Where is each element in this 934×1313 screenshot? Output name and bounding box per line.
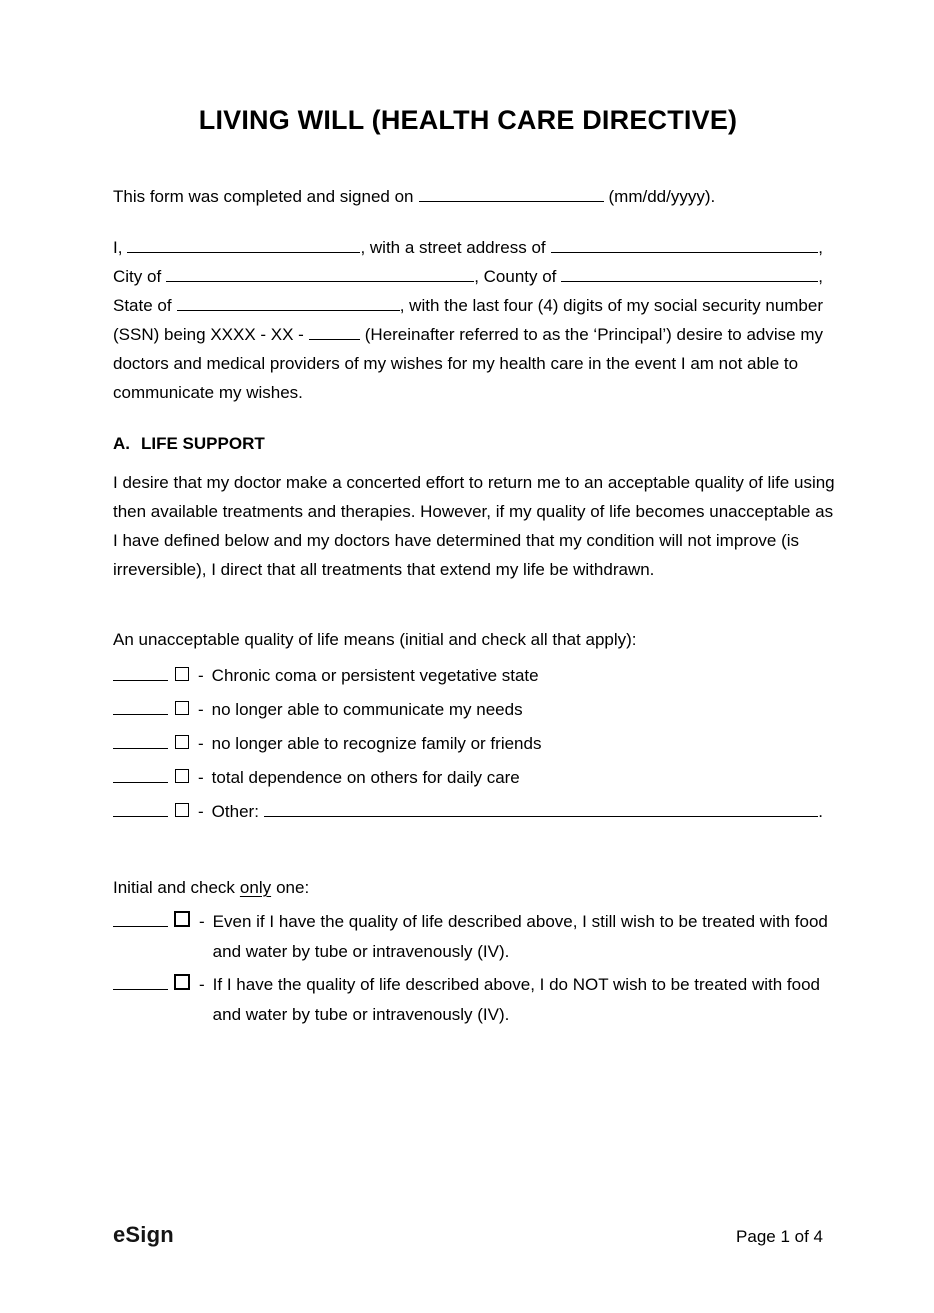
state-blank[interactable] xyxy=(177,293,400,311)
checkbox[interactable] xyxy=(175,667,189,681)
checkbox[interactable] xyxy=(174,911,190,927)
section-a-letter: A. xyxy=(113,434,130,453)
quality-option-label: total dependence on others for daily care xyxy=(211,768,520,787)
state-label: State of xyxy=(113,296,172,315)
initials-blank[interactable] xyxy=(113,765,168,783)
principal-line-1 xyxy=(113,233,823,262)
life-support-paragraph xyxy=(113,468,835,584)
ssn-intro-text: , with the last four (4) digits of my social security number xyxy=(399,296,823,315)
single-intro-suffix: one: xyxy=(276,878,310,897)
checkbox[interactable] xyxy=(174,974,190,990)
initials-blank[interactable] xyxy=(113,697,168,715)
principal-i-label: I, xyxy=(113,238,123,257)
dash-separator: - xyxy=(199,912,205,931)
quality-list-intro: An unacceptable quality of life means (initial and check all that apply): xyxy=(113,630,637,649)
date-blank[interactable] xyxy=(419,184,604,202)
feeding-option-line-2: and water by tube or intravenously (IV). xyxy=(212,1005,510,1024)
principal-line-1-comma: , xyxy=(818,238,823,257)
city-label: City of xyxy=(113,267,162,286)
page-footer xyxy=(113,1222,823,1248)
single-intro-only: only xyxy=(239,878,272,897)
city-blank[interactable] xyxy=(166,264,474,282)
principal-paragraph xyxy=(113,233,823,407)
feeding-option-line-1: Even if I have the quality of life described above, I still wish to be treated with food xyxy=(212,912,828,931)
checkbox[interactable] xyxy=(175,769,189,783)
initials-blank[interactable] xyxy=(113,972,168,990)
quality-option-row xyxy=(113,695,823,729)
quality-option-label: Chronic coma or persistent vegetative state xyxy=(211,666,539,685)
other-line-period: . xyxy=(818,802,823,821)
feeding-option-row xyxy=(113,970,823,1030)
page-number: Page 1 of 4 xyxy=(736,1227,823,1246)
street-address-blank[interactable] xyxy=(551,235,819,253)
principal-name-blank[interactable] xyxy=(127,235,360,253)
dash-separator: - xyxy=(198,700,204,719)
feeding-option-line-2: and water by tube or intravenously (IV). xyxy=(212,942,510,961)
checkbox[interactable] xyxy=(175,735,189,749)
initials-blank[interactable] xyxy=(113,799,168,817)
checkbox[interactable] xyxy=(175,701,189,715)
page-title: LIVING WILL (HEALTH CARE DIRECTIVE) xyxy=(198,105,738,135)
quality-option-row xyxy=(113,763,823,797)
section-a-title: LIFE SUPPORT xyxy=(141,434,265,453)
section-a-heading xyxy=(113,429,823,458)
quality-checklist xyxy=(113,661,823,831)
life-support-line-4: irreversible), I direct that all treatments that extend my life be withdrawn. xyxy=(113,560,655,579)
esign-logo: eSign xyxy=(113,1222,174,1247)
feeding-option-text xyxy=(213,970,823,1030)
initials-blank[interactable] xyxy=(113,909,168,927)
quality-option-label: no longer able to recognize family or friends xyxy=(211,734,542,753)
life-support-line-3: I have defined below and my doctors have determined that my condition will not improve (is xyxy=(113,531,800,550)
feeding-option-row xyxy=(113,907,828,967)
principal-line-2-comma: , xyxy=(818,267,823,286)
dash-separator: - xyxy=(198,802,204,821)
dash-separator: - xyxy=(198,666,204,685)
hereinafter-text: (Hereinafter referred to as the ‘Principal’) desire to advise my xyxy=(364,325,823,344)
principal-line-6: communicate my wishes. xyxy=(113,383,303,402)
date-line xyxy=(113,182,823,211)
other-blank[interactable] xyxy=(264,799,818,817)
feeding-option-text xyxy=(213,907,828,967)
date-line-prefix: This form was completed and signed on xyxy=(113,187,414,206)
feeding-option-line-1: If I have the quality of life described above, I do NOT wish to be treated with food xyxy=(212,975,820,994)
principal-line-2 xyxy=(113,262,823,291)
street-address-label: , with a street address of xyxy=(360,238,546,257)
dash-separator: - xyxy=(199,975,205,994)
quality-option-row xyxy=(113,729,823,763)
single-intro-prefix: Initial and check xyxy=(113,878,235,897)
checkbox[interactable] xyxy=(175,803,189,817)
quality-option-row-other xyxy=(113,797,823,831)
initials-blank[interactable] xyxy=(113,663,168,681)
dash-separator: - xyxy=(198,768,204,787)
initials-blank[interactable] xyxy=(113,731,168,749)
quality-option-row xyxy=(113,661,823,695)
dash-separator: - xyxy=(198,734,204,753)
principal-line-4 xyxy=(113,320,823,349)
date-line-suffix: (mm/dd/yyyy). xyxy=(608,187,716,206)
document-page xyxy=(0,104,934,1313)
county-blank[interactable] xyxy=(561,264,818,282)
single-choice-intro xyxy=(113,873,823,902)
quality-option-label: no longer able to communicate my needs xyxy=(211,700,523,719)
quality-option-label: Other: xyxy=(211,802,259,821)
ssn-blank[interactable] xyxy=(309,322,360,340)
life-support-line-1: I desire that my doctor make a concerted effort to return me to an acceptable quality of life using xyxy=(113,473,835,492)
principal-line-3 xyxy=(113,291,823,320)
ssn-label: (SSN) being XXXX - XX - xyxy=(113,325,304,344)
life-support-line-2: then available treatments and therapies. However, if my quality of life becomes unacceptable as xyxy=(113,502,834,521)
principal-line-5: doctors and medical providers of my wishes for my health care in the event I am not able to xyxy=(113,354,799,373)
county-label: , County of xyxy=(474,267,557,286)
